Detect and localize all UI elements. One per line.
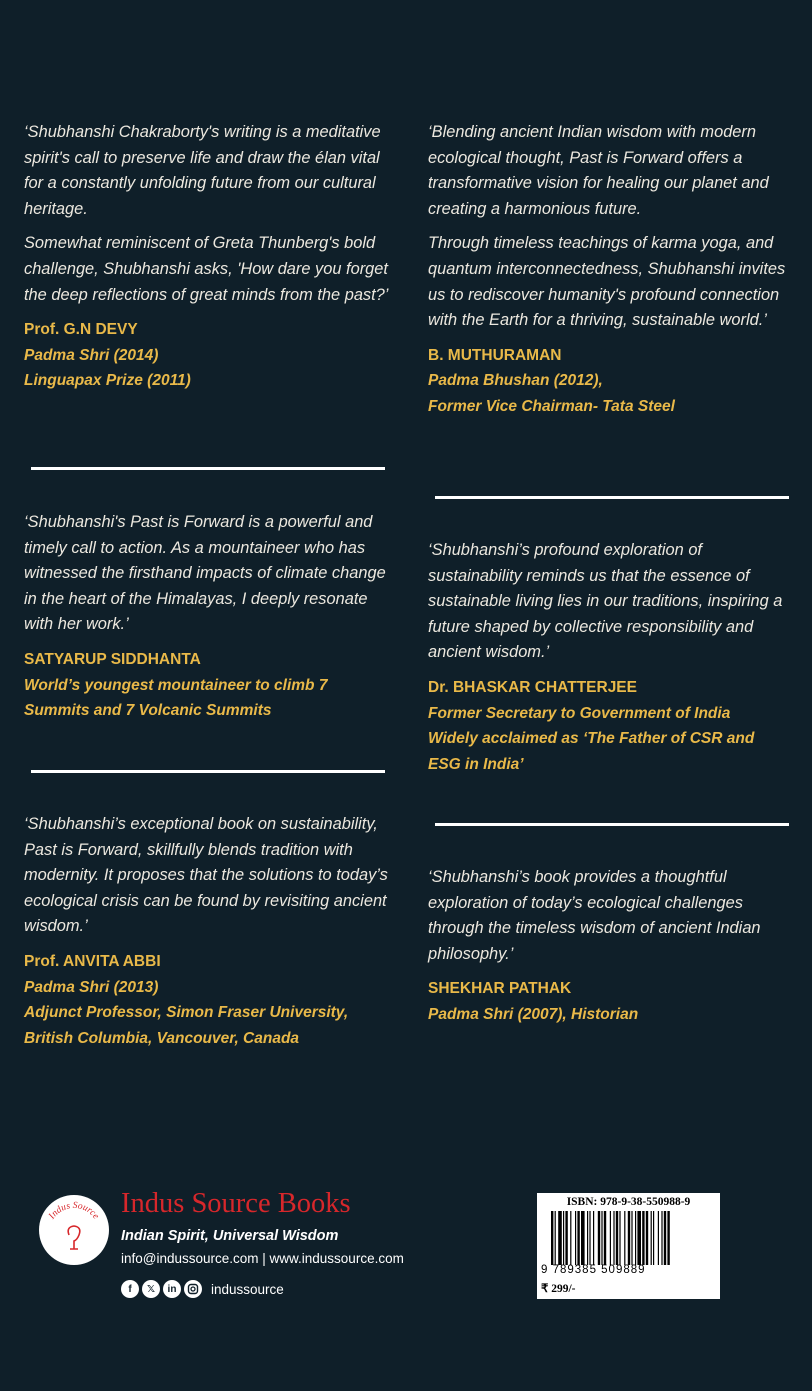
testimonial-pathak — [428, 865, 793, 1028]
endorser-credential: Padma Bhushan (2012), — [428, 372, 603, 390]
quote-paragraph: Somewhat reminiscent of Greta Thunberg's bold challenge, Shubhanshi asks, 'How dare you forget the deep reflections of great minds from the past?’ — [24, 234, 389, 304]
endorser-credential: British Columbia, Vancouver, Canada — [24, 1029, 300, 1047]
quote-paragraph: ‘Shubhanshi's Past is Forward is a powerful and timely call to action. As a mountaineer who has witnessed the firsthand impacts of climate change in the heart of the Himalayas, I deeply resonate with her work.’ — [24, 513, 386, 634]
testimonial-abbi — [24, 812, 389, 1051]
endorser-credential: World’s youngest mountaineer to climb 7 — [24, 676, 328, 694]
barcode-icon — [551, 1211, 707, 1265]
endorser-name: SATYARUP SIDDHANTA — [24, 650, 201, 668]
endorser-name: Prof. G.N DEVY — [24, 321, 138, 339]
endorser-credential: Widely acclaimed as ‘The Father of CSR and — [428, 730, 755, 748]
price: ₹ 299/- — [541, 1283, 576, 1295]
quote-paragraph: Through timeless teachings of karma yoga, and quantum interconnectedness, Shubhanshi invites us to rediscover humanity's profound connection with the Earth for a thriving, sustainable world.’ — [428, 234, 786, 330]
divider-rule — [435, 496, 789, 499]
divider-rule — [31, 770, 385, 773]
quote-paragraph: ‘Shubhanshi Chakraborty's writing is a meditative spirit's call to preserve life and draw the élan vital for a constantly unfolding future from our cultural heritage. — [24, 123, 381, 218]
testimonial-muthuraman — [428, 120, 793, 420]
endorser-name: Prof. ANVITA ABBI — [24, 952, 161, 970]
publisher-name: Indus Source Books — [121, 1188, 351, 1219]
endorser-credential: Padma Shri (2014) — [24, 346, 159, 364]
svg-text:Indus Source — [47, 1201, 101, 1222]
endorser-credential: Adjunct Professor, Simon Fraser University, — [24, 1004, 349, 1022]
endorser-credential: Summits and 7 Volcanic Summits — [24, 702, 272, 720]
testimonial-siddhanta — [24, 510, 389, 724]
divider-rule — [31, 467, 385, 470]
quote-paragraph: ‘Shubhanshi’s book provides a thoughtful exploration of today’s ecological challenges through the timeless wisdom of ancient Indian philosophy.’ — [428, 868, 761, 963]
testimonial-chatterjee — [428, 538, 793, 777]
linkedin-icon[interactable]: in — [163, 1280, 181, 1298]
publisher-logo — [39, 1195, 109, 1265]
publisher-tagline: Indian Spirit, Universal Wisdom — [121, 1228, 339, 1244]
publisher-contact[interactable]: info@indussource.com | www.indussource.com — [121, 1251, 404, 1266]
publisher-logo-icon — [39, 1195, 109, 1265]
divider-rule — [435, 823, 789, 826]
quote-paragraph: ‘Blending ancient Indian wisdom with modern ecological thought, Past is Forward offers a transformative vision for healing our planet and creating a harmonious future. — [428, 123, 769, 218]
endorser-credential: Former Secretary to Government of India — [428, 704, 731, 722]
testimonial-devy — [24, 120, 389, 394]
isbn-number: ISBN: 978-9-38-550988-9 — [566, 1196, 691, 1208]
instagram-icon[interactable] — [184, 1280, 202, 1298]
endorser-credential: Padma Shri (2007), Historian — [428, 1005, 639, 1023]
social-links — [121, 1279, 284, 1299]
x-icon[interactable]: 𝕏 — [142, 1280, 160, 1298]
endorser-credential: ESG in India’ — [428, 755, 524, 773]
logo-text: Indus Source — [47, 1200, 101, 1222]
endorser-credential: Former Vice Chairman- Tata Steel — [428, 397, 675, 415]
facebook-icon[interactable]: f — [121, 1280, 139, 1298]
quote-paragraph: ‘Shubhanshi’s exceptional book on sustainability, Past is Forward, skillfully blends tradition with modernity. It proposes that the solutions to today’s ecological crisis can be found by revisiting ancient wisdom.’ — [24, 815, 388, 936]
isbn-barcode — [537, 1193, 720, 1299]
endorser-name: SHEKHAR PATHAK — [428, 980, 572, 998]
endorser-name: Dr. BHASKAR CHATTERJEE — [428, 678, 637, 696]
quote-paragraph: ‘Shubhanshi’s profound exploration of sustainability reminds us that the essence of sustainable living lies in our traditions, inspiring a future shaped by collective responsibility and ancient wisdom.’ — [428, 541, 783, 662]
endorser-credential: Linguapax Prize (2011) — [24, 372, 191, 390]
social-handle[interactable]: indussource — [211, 1281, 284, 1297]
endorser-credential: Padma Shri (2013) — [24, 978, 159, 996]
barcode-digits: 9 789385 509889 — [541, 1264, 646, 1276]
endorser-name: B. MUTHURAMAN — [428, 346, 562, 364]
